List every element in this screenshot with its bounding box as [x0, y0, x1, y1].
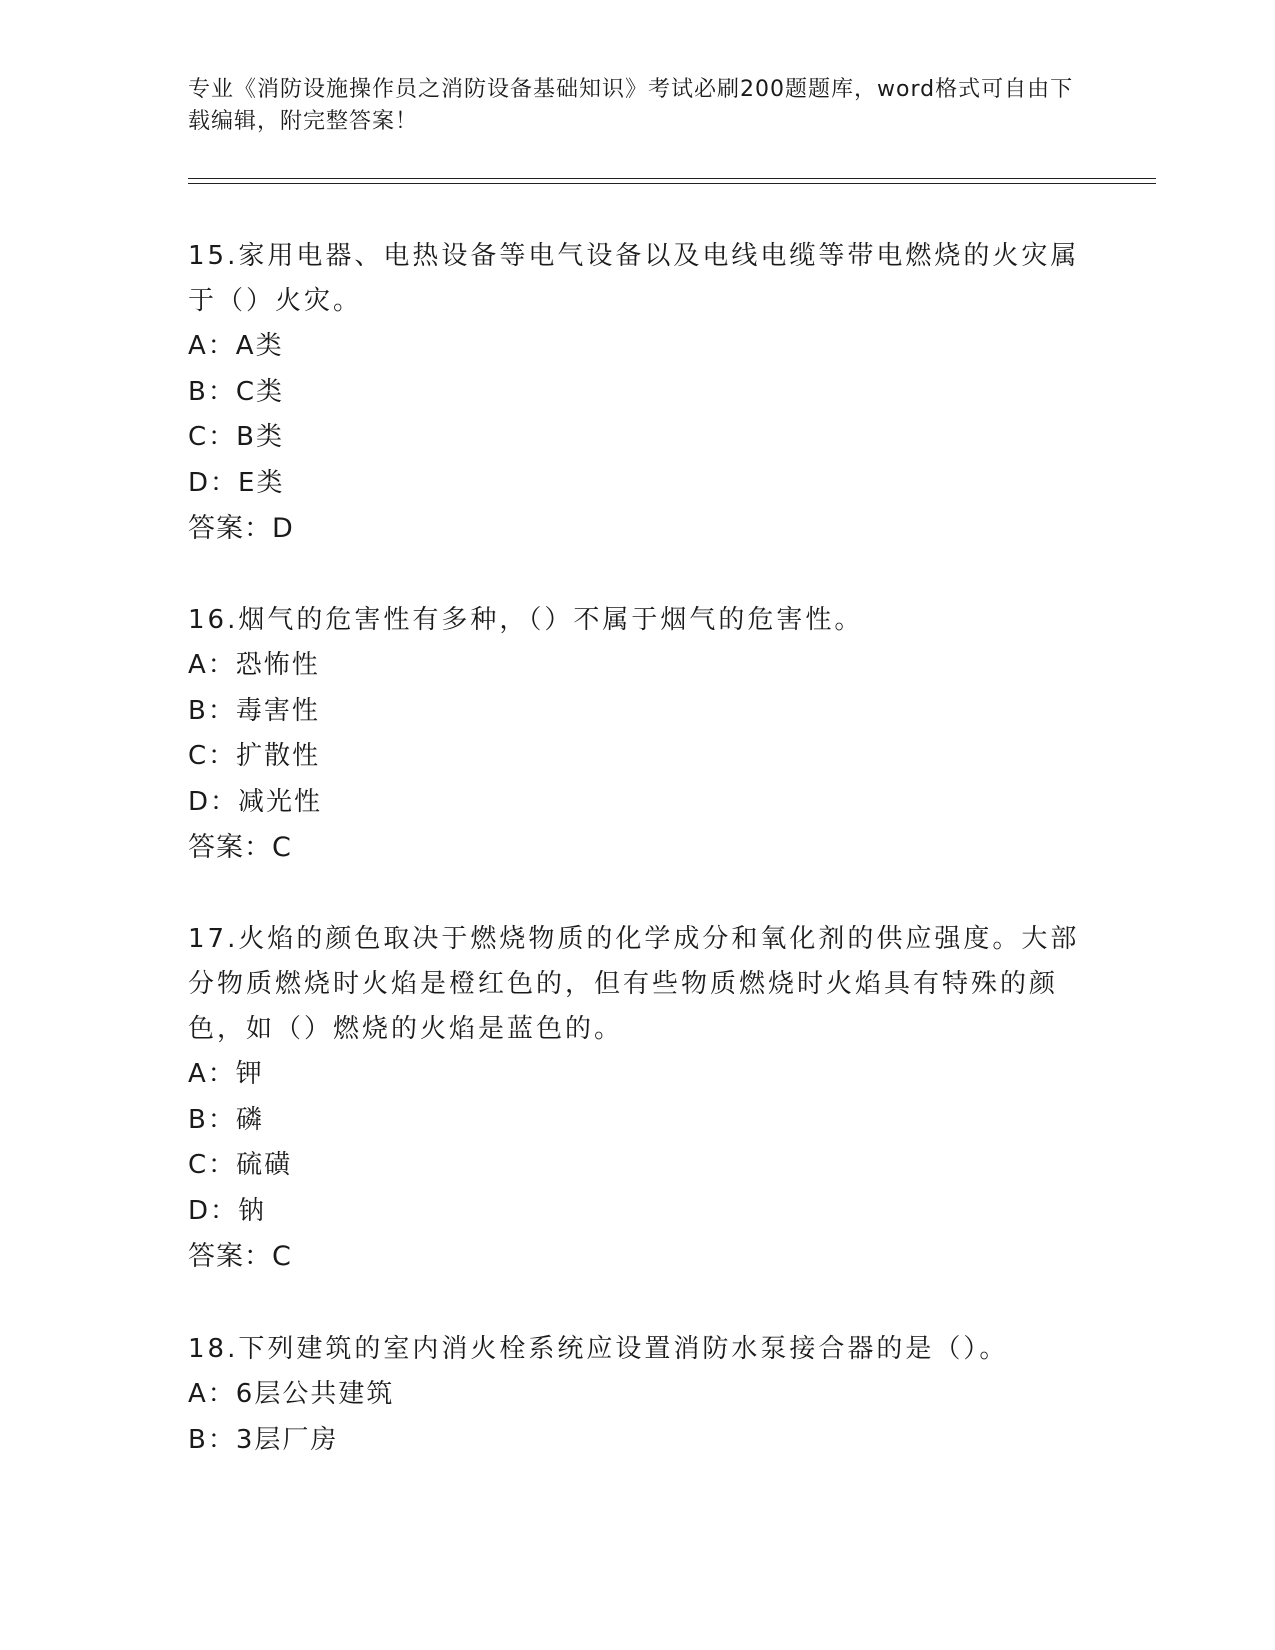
question-15: [188, 234, 1088, 552]
header-divider-bottom: [188, 183, 1156, 184]
question-stem: 17.火焰的颜色取决于燃烧物质的化学成分和氧化剂的供应强度。大部分物质燃烧时火焰是橙红色的，但有些物质燃烧时火焰具有特殊的颜色，如（）燃烧的火焰是蓝色的。: [188, 924, 1080, 1044]
question-stem: 18.下列建筑的室内消火栓系统应设置消防水泵接合器的是（）。: [188, 1334, 1009, 1364]
option-d: D：E类: [188, 467, 285, 498]
option-d: D：钠: [188, 1195, 267, 1226]
answer: 答案：C: [188, 832, 292, 863]
question-stem: 15.家用电器、电热设备等电气设备以及电线电缆等带电燃烧的火灾属于（）火灾。: [188, 241, 1080, 316]
option-d: D：减光性: [188, 786, 323, 817]
question-18: [188, 1327, 1088, 1463]
option-b: B：3层厂房: [188, 1424, 339, 1455]
answer: 答案：D: [188, 513, 294, 544]
option-b: B：C类: [188, 376, 284, 407]
answer: 答案：C: [188, 1241, 292, 1272]
option-c: C：硫磺: [188, 1150, 293, 1180]
option-b: B：磷: [188, 1104, 264, 1135]
question-16: [188, 598, 1088, 871]
option-a: A：6层公共建筑: [188, 1379, 395, 1409]
option-a: A：钾: [188, 1059, 264, 1089]
option-a: A：A类: [188, 331, 284, 361]
header-divider-top: [188, 178, 1156, 179]
question-17: [188, 917, 1088, 1280]
document-header: 专业《消防设施操作员之消防设备基础知识》考试必刷200题题库，word格式可自由下载编辑，附完整答案！: [188, 77, 1074, 134]
option-b: B：毒害性: [188, 695, 320, 726]
option-c: C：扩散性: [188, 741, 321, 771]
option-c: C：B类: [188, 422, 284, 452]
question-stem: 16.烟气的危害性有多种，（）不属于烟气的危害性。: [188, 605, 864, 635]
option-a: A：恐怖性: [188, 650, 320, 680]
